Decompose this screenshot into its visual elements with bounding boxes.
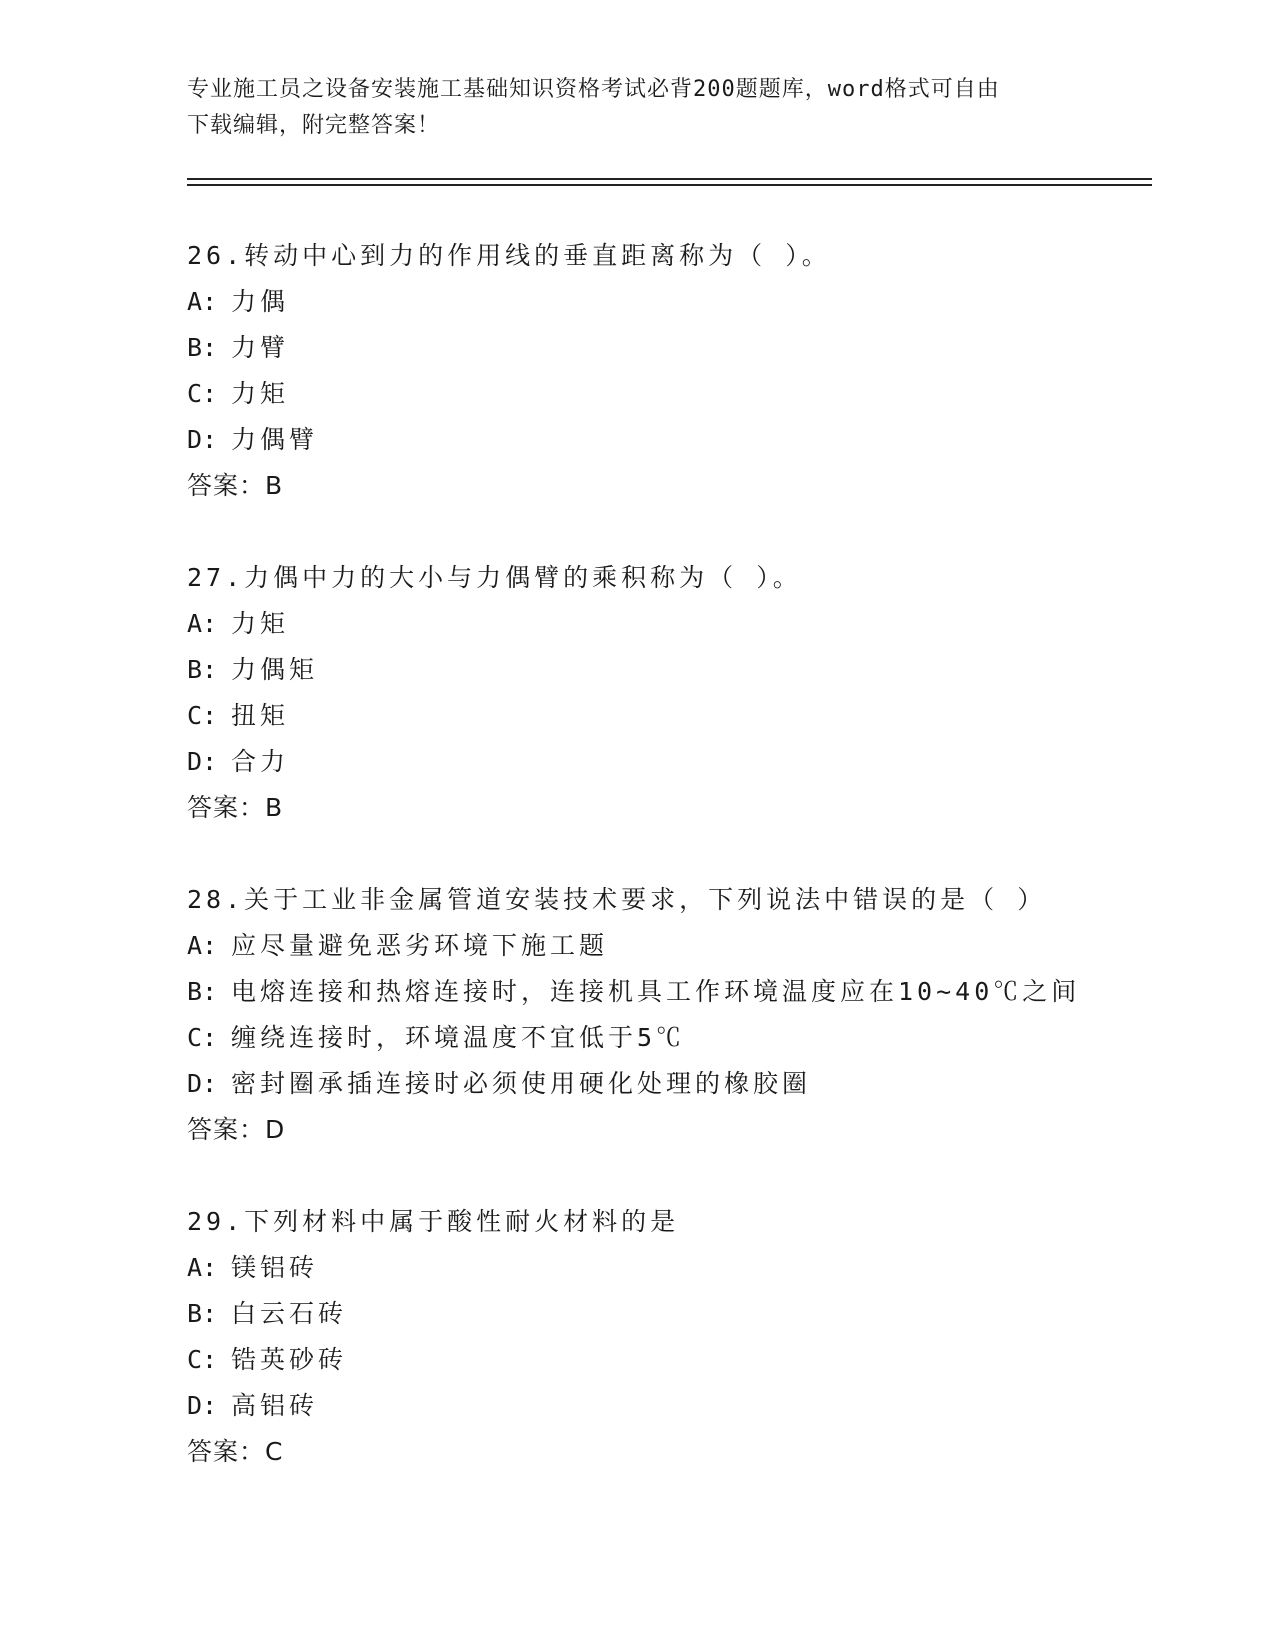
question-stem: 26.转动中心到力的作用线的垂直距离称为（ ）。 — [187, 241, 831, 270]
option-letter: D: — [187, 747, 218, 776]
question-28 — [187, 877, 1187, 1153]
option-letter: A: — [187, 1253, 218, 1282]
option-text: 密封圈承插连接时必须使用硬化处理的橡胶圈 — [231, 1069, 812, 1098]
option-text: 力臂 — [231, 333, 290, 362]
option-b — [187, 1291, 1187, 1337]
option-letter: B: — [187, 333, 218, 362]
answer: 答案：D — [187, 1115, 286, 1144]
header-divider-top — [187, 178, 1152, 180]
option-a — [187, 601, 1187, 647]
option-d — [187, 739, 1187, 785]
option-text: 镁铝砖 — [231, 1253, 319, 1282]
header-line-1: 专业施工员之设备安装施工基础知识资格考试必背200题题库，word格式可自由 — [187, 77, 1000, 102]
question-27 — [187, 555, 1187, 831]
option-letter: C: — [187, 379, 218, 408]
question-26 — [187, 233, 1187, 509]
option-text: 力矩 — [231, 379, 290, 408]
option-letter: A: — [187, 287, 218, 316]
option-a — [187, 923, 1187, 969]
option-text: 力偶矩 — [231, 655, 319, 684]
option-text: 缠绕连接时，环境温度不宜低于5℃ — [231, 1023, 686, 1052]
option-text: 力矩 — [231, 609, 290, 638]
option-c — [187, 1015, 1187, 1061]
option-text: 白云石砖 — [231, 1299, 348, 1328]
option-letter: D: — [187, 1391, 218, 1420]
question-stem: 27.力偶中力的大小与力偶臂的乘积称为（ ）。 — [187, 563, 802, 592]
option-letter: C: — [187, 1023, 218, 1052]
answer: 答案：B — [187, 471, 284, 500]
option-text: 高铝砖 — [231, 1391, 319, 1420]
option-letter: D: — [187, 1069, 218, 1098]
option-b — [187, 647, 1187, 693]
option-b — [187, 325, 1187, 371]
option-letter: D: — [187, 425, 218, 454]
option-text: 电熔连接和热熔连接时，连接机具工作环境温度应在10~40℃之间 — [231, 977, 1081, 1006]
option-letter: C: — [187, 1345, 218, 1374]
question-stem: 28.关于工业非金属管道安装技术要求，下列说法中错误的是（ ） — [187, 885, 1047, 914]
option-a — [187, 1245, 1187, 1291]
option-a — [187, 279, 1187, 325]
option-letter: A: — [187, 609, 218, 638]
option-c — [187, 1337, 1187, 1383]
option-text: 锆英砂砖 — [231, 1345, 348, 1374]
question-stem: 29.下列材料中属于酸性耐火材料的是 — [187, 1207, 680, 1236]
option-text: 合力 — [231, 747, 290, 776]
option-letter: B: — [187, 655, 218, 684]
option-letter: C: — [187, 701, 218, 730]
option-b — [187, 969, 1187, 1015]
option-c — [187, 693, 1187, 739]
answer: 答案：B — [187, 793, 284, 822]
option-d — [187, 1061, 1187, 1107]
option-letter: A: — [187, 931, 218, 960]
option-text: 力偶 — [231, 287, 290, 316]
option-text: 应尽量避免恶劣环境下施工题 — [231, 931, 609, 960]
document-header — [187, 72, 1067, 144]
option-c — [187, 371, 1187, 417]
option-letter: B: — [187, 977, 218, 1006]
option-text: 扭矩 — [231, 701, 290, 730]
option-letter: B: — [187, 1299, 218, 1328]
option-d — [187, 1383, 1187, 1429]
option-d — [187, 417, 1187, 463]
question-29 — [187, 1199, 1187, 1475]
option-text: 力偶臂 — [231, 425, 319, 454]
answer: 答案：C — [187, 1437, 284, 1466]
header-line-2: 下载编辑，附完整答案！ — [187, 113, 441, 138]
header-divider-bottom — [187, 184, 1152, 186]
